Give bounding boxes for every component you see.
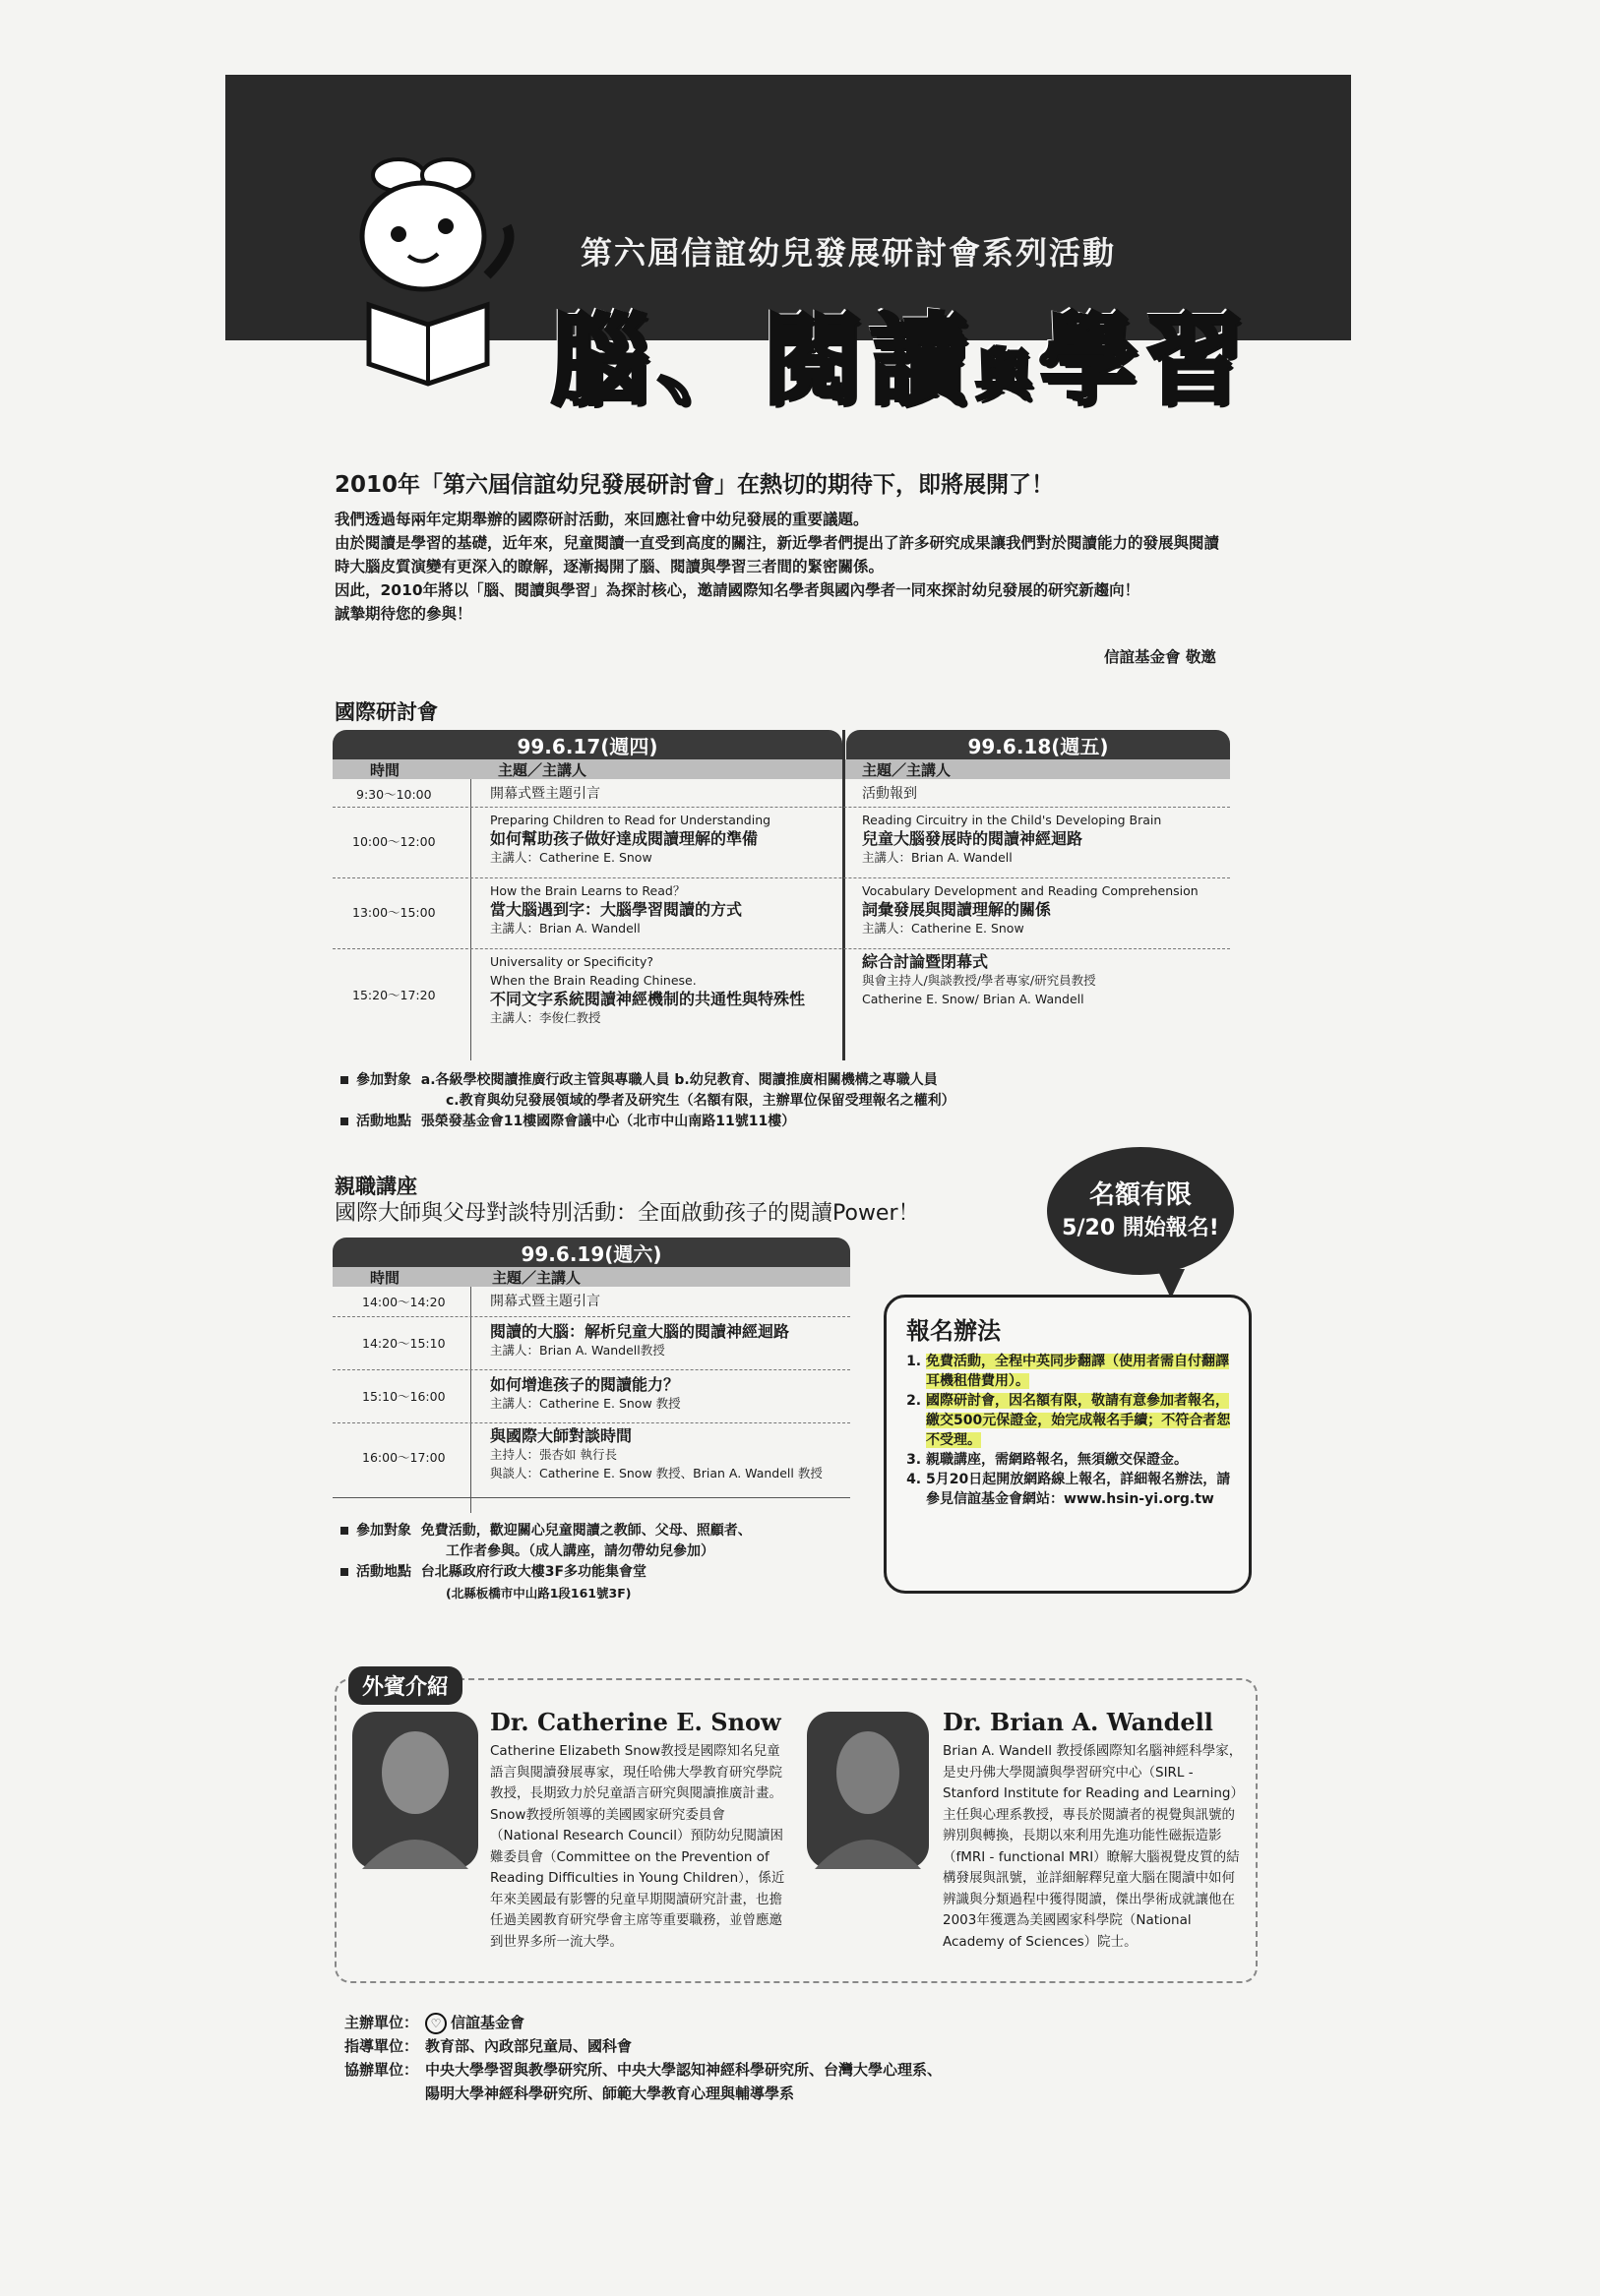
table-row: 14:20～15:10 閱讀的大腦：解析兒童大腦的閱讀神經迴路 主講人：Brian A. Wandell教授 [333, 1316, 850, 1370]
parent-notes: 參加對象 免費活動，歡迎關心兒童閱讀之教師、父母、照顧者、 工作者參與。（成人講座，請勿帶幼兒參加） 活動地點 台北縣政府行政大樓3F多功能集會堂 (北縣板橋市中山路1段161號3F) [340, 1521, 872, 1603]
intl-schedule-table [333, 730, 1230, 1060]
speakers-tag: 外賓介紹 [348, 1666, 462, 1705]
table-row: 10:00～12:00 Preparing Children to Read for Understanding 如何幫助孩子做好達成閱讀理解的準備 主講人：Catherine E. Snow Reading Circuitry in the Child's Developing Brain 兒童大腦發展時的閱讀神經迴路 主講人：Brian A. Wandell [333, 807, 1230, 878]
registration-list [887, 1352, 1249, 1509]
parent-day-header: 99.6.19(週六) [333, 1238, 850, 1267]
table-row: 9:30～10:00 開幕式暨主題引言 活動報到 [333, 779, 1230, 808]
parent-subtitle: 國際大師與父母對談特別活動：全面啟動孩子的閱讀Power！ [335, 1201, 920, 1226]
table-row: 16:00～17:00 與國際大師對談時間 主持人：張杏如 執行長 與談人：Catherine E. Snow 教授、Brian A. Wandell 教授 [333, 1422, 850, 1498]
list-item: 3. 親職講座，需網路報名，無須繳交保證金。 [926, 1450, 1235, 1470]
intro-headline: 2010年「第六屆信誼幼兒發展研討會」在熱切的期待下，即將展開了！ [335, 472, 1055, 498]
heart-logo-icon: ♡ [425, 2013, 447, 2034]
intl-day2-header: 99.6.18(週五) [846, 730, 1230, 759]
parent-column-headers: 時間 主題／主講人 [333, 1267, 850, 1287]
organizers-footer: 主辦單位： ♡ 信誼基金會 指導單位： 教育部、內政部兒童局、國科會 協辦單位： 中央大學學習與教學研究所、中央大學認知神經科學研究所、台灣大學心理系、 陽明大學神經科學研究所、師範大學教育心理與輔導學系 [344, 2014, 943, 2102]
registration-title: 報名辦法 [906, 1317, 1001, 1345]
speaker-bio-wandell: Brian A. Wandell 教授係國際知名腦神經科學家，是史丹佛大學閱讀與學習研究中心（SIRL - Stanford Institute for Reading and Learning）主任與心理系教授，專長於閱讀者的視覺與訊號的辨別與轉換，長期以來利用先進功能性磁振造影（fMRI - functional MRI）瞭解大腦視覺皮質的結構發展與訊號，並詳細解釋兒童大腦在閱讀中如何辨識與分類過程中獲得閱讀，傑出學術成就讓他在2003年獲選為美國國家科學院（National Academy of Sciences）院士。 [943, 1743, 1244, 1950]
speaker-bio-snow: Catherine Elizabeth Snow教授是國際知名兒童語言與閱讀發展專家，現任哈佛大學教育研究學院教授，長期致力於兒童語言研究與閱讀推廣計畫。Snow教授所領導的美國國家研究委員會（National Research Council）預防幼兒閱讀困難委員會（Committee on the Prevention of Reading Difficulties in Young Children），係近年來美國最有影響的兒童早期閱讀研究計畫，也擔任過美國教育研究學會主席等重要職務，並曾應邀到世界多所一流大學。 [490, 1743, 785, 1950]
speaker-photo-wandell [807, 1712, 929, 1869]
list-item: 1. 免費活動，全程中英同步翻譯（使用者需自付翻譯耳機租借費用）。 [926, 1352, 1235, 1391]
list-item: 4. 5月20日起開放網路線上報名，詳細報名辦法，請參見信誼基金會網站：www.hsin-yi.org.tw [926, 1470, 1235, 1509]
intl-section-title: 國際研討會 [335, 700, 438, 724]
speaker-name-wandell: Dr. Brian A. Wandell [943, 1708, 1213, 1736]
parent-section-title: 親職講座 [335, 1175, 417, 1198]
table-row: 15:20～17:20 Universality or Specificity? When the Brain Reading Chinese. 不同文字系統閱讀神經機制的共通性與特殊性 主講人：李俊仁教授 綜合討論暨閉幕式 與會主持人/與談教授/學者專家/研究員教授 Catherine E. Snow/ Brian A. Wandell [352, 952, 1096, 1025]
registration-box [884, 1295, 1252, 1594]
limited-seats-callout: 名額有限 5/20 開始報名! [1047, 1147, 1234, 1275]
parent-schedule-table [333, 1238, 850, 1513]
speaker-name-snow: Dr. Catherine E. Snow [490, 1708, 781, 1736]
intro-signature: 信誼基金會 敬邀 [1104, 648, 1216, 666]
list-item: 2. 國際研討會，因名額有限，敬請有意參加者報名，繳交500元保證金，始完成報名手續；不符合者恕不受理。 [926, 1391, 1235, 1450]
intl-notes: 參加對象 a.各級學校閱讀推廣行政主管與專職人員 b.幼兒教育、閱讀推廣相關機構之專職人員 c.教育與幼兒發展領域的學者及研究生（名額有限，主辦單位保留受理報名之權利） 活動地點 張榮發基金會11樓國際會議中心（北市中山南路11號11樓） [340, 1070, 1226, 1132]
table-row: 14:00～14:20 開幕式暨主題引言 [333, 1287, 850, 1317]
intro-text: 我們透過每兩年定期舉辦的國際研討活動，來回應社會中幼兒發展的重要議題。 由於閱讀是學習的基礎，近年來，兒童閱讀一直受到高度的關注，新近學者們提出了許多研究成果讓我們對於閱讀能力的發展與閱讀時大腦皮質演變有更深入的瞭解，逐漸揭開了腦、閱讀與學習三者間的緊密關係。 因此，2010年將以「腦、閱讀與學習」為探討核心，邀請國際知名學者與國內學者一同來探討幼兒發展的研究新趨向！ 誠摯期待您的參與！ [335, 511, 1220, 623]
speaker-photo-snow [352, 1712, 478, 1869]
banner-title: 腦、閱讀與學習 [551, 303, 1252, 418]
table-row: 13:00～15:00 How the Brain Learns to Read？ 當大腦遇到字：大腦學習閱讀的方式 主講人：Brian A. Wandell Vocabulary Development and Reading Comprehension 詞彙發展與閱讀理解的關係 主講人：Catherine E. Snow [333, 877, 1230, 949]
mascot-reading-icon [339, 157, 536, 393]
banner-subtitle: 第六屆信誼幼兒發展研討會系列活動 [581, 234, 1117, 272]
intl-column-headers: 時間 主題／主講人 主題／主講人 [333, 759, 1230, 779]
intl-day1-header: 99.6.17(週四) [333, 730, 842, 759]
table-row: 15:10～16:00 如何增進孩子的閱讀能力？ 主講人：Catherine E. Snow 教授 [333, 1369, 850, 1423]
